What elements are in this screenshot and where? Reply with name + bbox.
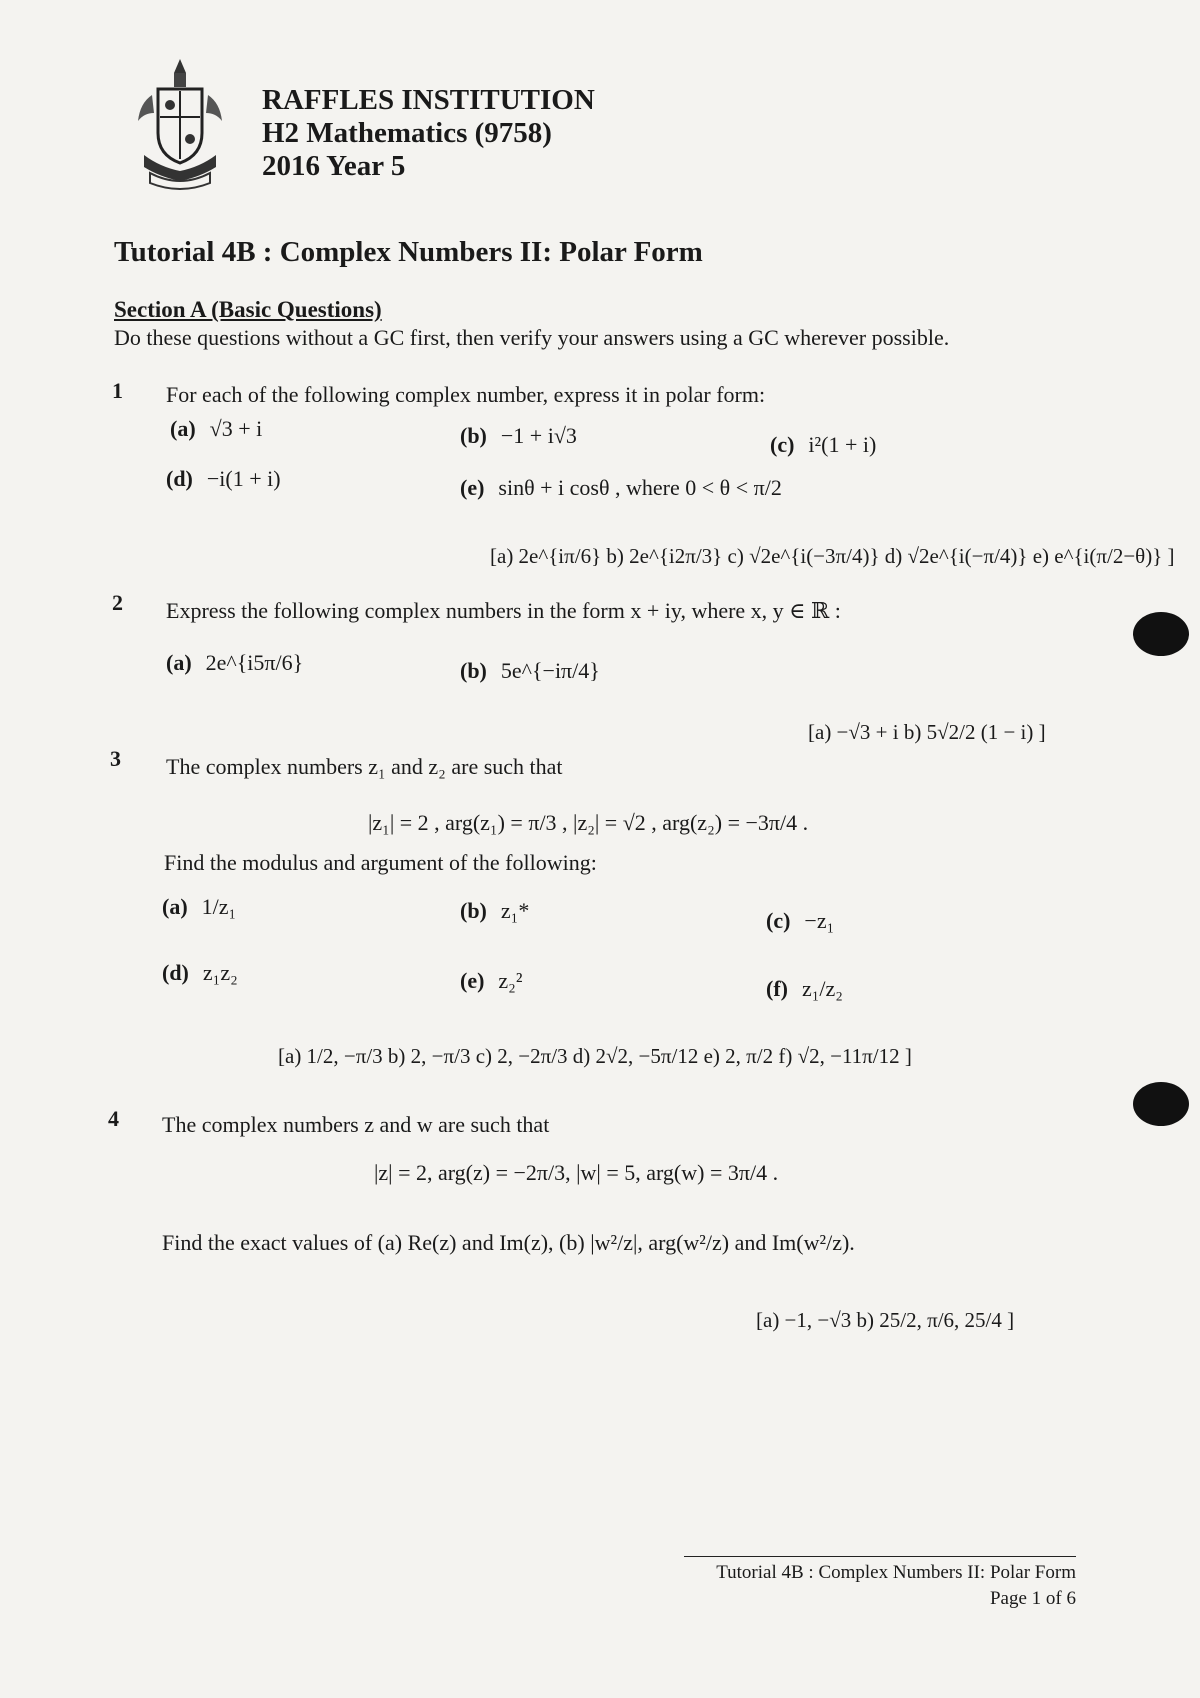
footer-rule: [684, 1556, 1076, 1557]
section-heading: Section A (Basic Questions): [114, 297, 382, 322]
q3-part-c: [766, 908, 834, 934]
part-label: (a): [170, 416, 196, 441]
q3-part-a: [162, 894, 236, 920]
part-label: (c): [770, 432, 795, 457]
subject-name: H2 Mathematics (9758): [262, 117, 552, 149]
part-label: (a): [166, 650, 192, 675]
part-label: (a): [162, 894, 188, 919]
question-3-answers: [a) 1/2, −π/3 b) 2, −π/3 c) 2, −2π/3 d) 2√2, −5π/12 e) 2, π/2 f) √2, −11π/12 ]: [278, 1044, 912, 1068]
question-3-prompt: The complex numbers z₁ and z₂ are such that: [166, 754, 563, 779]
part-label: (e): [460, 475, 485, 500]
part-label: (e): [460, 968, 485, 993]
question-4-answers: [a) −1, −√3 b) 25/2, π/6, 25/4 ]: [756, 1308, 1015, 1332]
question-2-prompt: Express the following complex numbers in the form x + iy, where x, y ∈ ℝ :: [166, 598, 841, 623]
school-crest-logo: [130, 55, 230, 195]
q1-part-b: [460, 423, 577, 449]
year-label: 2016 Year 5: [262, 150, 406, 182]
question-4-given: |z| = 2, arg(z) = −2π/3, |w| = 5, arg(w) = 3π/4 .: [374, 1160, 779, 1185]
question-3-prompt-2: Find the modulus and argument of the following:: [164, 850, 597, 875]
part-expr: 1/z₁: [201, 894, 237, 919]
question-2-answers: [a) −√3 + i b) 5√2/2 (1 − i) ]: [808, 720, 1046, 744]
part-label: (d): [162, 960, 189, 985]
part-expr: i²(1 + i): [808, 432, 877, 457]
punch-hole-top: [1133, 612, 1189, 656]
question-4-prompt: The complex numbers z and w are such that: [162, 1112, 550, 1137]
part-label: (b): [460, 423, 487, 448]
q1-part-d: [166, 466, 281, 492]
school-name: RAFFLES INSTITUTION: [262, 84, 595, 116]
part-expr: z₂²: [498, 968, 523, 993]
q3-part-f: [766, 976, 843, 1002]
part-label: (b): [460, 658, 487, 683]
footer-title: Tutorial 4B : Complex Numbers II: Polar Form: [716, 1562, 1076, 1583]
part-expr: −z₁: [804, 908, 835, 933]
part-expr: z₁/z₂: [801, 976, 843, 1001]
part-label: (b): [460, 898, 487, 923]
question-number-1: 1: [112, 378, 123, 403]
question-1-answers: [a) 2e^{iπ/6} b) 2e^{i2π/3} c) √2e^{i(−3π/4)} d) √2e^{i(−π/4)} e) e^{i(π/2−θ)} ]: [490, 544, 1175, 568]
question-number-2: 2: [112, 590, 123, 615]
question-number-3: 3: [110, 746, 121, 771]
q3-part-d: [162, 960, 238, 986]
q2-part-a: [166, 650, 303, 676]
q1-part-a: [170, 416, 262, 442]
question-1-prompt: For each of the following complex number, express it in polar form:: [166, 382, 766, 407]
part-expr: √3 + i: [209, 416, 263, 441]
part-expr: sinθ + i cosθ , where 0 < θ < π/2: [498, 475, 782, 500]
part-expr: −i(1 + i): [206, 466, 281, 491]
part-expr: −1 + i√3: [500, 423, 577, 448]
question-3-given: |z₁| = 2 , arg(z₁) = π/3 , |z₂| = √2 , arg(z₂) = −3π/4 .: [368, 810, 809, 835]
q1-part-e: [460, 475, 782, 501]
part-expr: z₁z₂: [202, 960, 238, 985]
footer-page-number: Page 1 of 6: [989, 1588, 1076, 1609]
part-expr: z₁*: [500, 898, 530, 923]
question-number-4: 4: [108, 1106, 119, 1131]
q2-part-b: [460, 658, 600, 684]
question-4-prompt-2: Find the exact values of (a) Re(z) and Im(z), (b) |w²/z|, arg(w²/z) and Im(w²/z).: [162, 1230, 855, 1255]
footer: [660, 1560, 1076, 1612]
part-label: (c): [766, 908, 791, 933]
section-instruction: Do these questions without a GC first, then verify your answers using a GC wherever possible.: [114, 325, 950, 350]
punch-hole-bottom: [1133, 1082, 1189, 1126]
q3-part-b: [460, 898, 529, 924]
q1-part-c: [770, 432, 876, 458]
part-label: (d): [166, 466, 193, 491]
part-label: (f): [766, 976, 788, 1001]
part-expr: 2e^{i5π/6}: [205, 650, 304, 675]
q3-part-e: [460, 968, 522, 994]
part-expr: 5e^{−iπ/4}: [500, 658, 600, 683]
page-title: Tutorial 4B : Complex Numbers II: Polar Form: [114, 236, 703, 268]
